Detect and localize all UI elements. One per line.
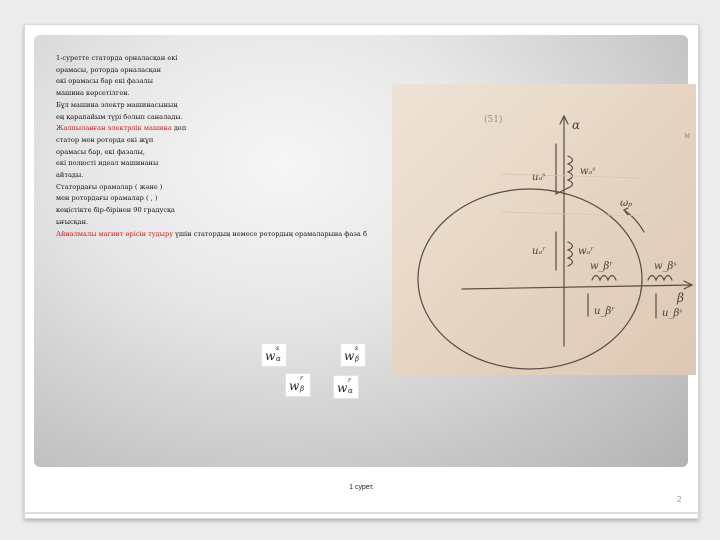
symbol-sup: r: [300, 375, 303, 382]
text-line: машина көрсетілген.: [56, 89, 130, 98]
symbol-sub: α: [276, 355, 281, 363]
symbol-sub: β: [300, 385, 305, 393]
text-line: орамасы бар, екі фазалы,: [56, 147, 145, 156]
symbol-w-beta-s: [340, 343, 366, 367]
rotor-beta-coil: [592, 276, 616, 281]
symbol-base: w: [337, 381, 348, 395]
label-photo-page: (51): [484, 115, 503, 125]
page-number: 2: [677, 495, 682, 504]
text-line: статор мен роторда екі жұп: [56, 135, 154, 144]
slide: [24, 24, 699, 519]
symbol-sup: s: [355, 345, 359, 352]
text-line: ығысқан.: [56, 217, 89, 226]
label-u-beta-s: u_βˢ: [662, 308, 683, 319]
symbol-sub: β: [355, 355, 360, 363]
symbol-base: w: [265, 349, 276, 363]
label-alpha-axis: α: [572, 118, 581, 132]
symbol-sub: α: [348, 387, 353, 395]
symbol-sup: s: [276, 345, 280, 352]
machine-diagram-photo: [392, 84, 696, 375]
text-line: орамасы, роторда орналасқан: [56, 65, 162, 74]
text-line: кеңістікте бір-бірінен 90 градусқа: [56, 206, 175, 215]
symbol-base: w: [344, 349, 355, 363]
label-u-alpha-s: uₐˢ: [532, 172, 546, 183]
text-line: айтады.: [56, 171, 84, 180]
label-w-alpha-s: wₐˢ: [580, 166, 596, 177]
label-w-alpha-r: wₐʳ: [578, 246, 594, 257]
symbol-base: w: [289, 379, 300, 393]
content-panel: [34, 35, 691, 467]
text-line-definition: Жалпыланған электрлік машина деп: [56, 124, 187, 133]
text-line: мен ротордағы орамалар ( , ): [56, 194, 158, 203]
text-line: ең қарапайым түрі болып саналады.: [56, 112, 183, 121]
label-omega-p: ωₚ: [620, 198, 633, 209]
text-line: 1-суретте статорда орналасқан екі: [56, 54, 178, 62]
label-u-alpha-r: uₐʳ: [532, 246, 546, 257]
label-beta-axis: β: [677, 291, 684, 305]
label-w-beta-s: w_βˢ: [654, 261, 677, 272]
symbol-w-beta-r: [285, 373, 311, 397]
label-w-beta-r: w_βʳ: [590, 261, 613, 272]
symbol-w-alpha-r: [333, 375, 359, 399]
slide-text: [56, 53, 401, 240]
highlight-term: Жалпыланған электрлік машина: [56, 124, 172, 133]
figure-caption: 1 сурет.: [349, 484, 374, 491]
beta-axis: [462, 285, 692, 289]
footer-divider: [25, 512, 698, 514]
stator-beta-coil: [648, 276, 672, 281]
scan-line: [502, 212, 644, 216]
text-line: Статордағы орамалар ( және ): [56, 182, 163, 191]
label-photo-margin: м: [684, 131, 691, 140]
label-u-beta-r: u_βʳ: [594, 306, 615, 317]
rotor-alpha-coil: [568, 242, 573, 266]
text-line-rotating-field: Айналмалы магнит өрісін тудыру үшін статордың немесе ротордың орамаларына фаза б: [56, 229, 367, 238]
text-line: Бұл машина электр машинасының: [56, 100, 178, 109]
highlight-term: Айналмалы магнит өрісін тудыру: [56, 229, 174, 238]
text-line: екі орамасы бар екі фазалы: [56, 77, 153, 86]
stator-alpha-coil: [568, 156, 573, 188]
text-line: екі полюсті идеал машинаны: [56, 159, 159, 168]
symbol-w-alpha-s: [261, 343, 287, 367]
winding-diagram: [392, 84, 696, 375]
symbol-sup: r: [348, 377, 351, 384]
scan-line: [500, 174, 642, 178]
